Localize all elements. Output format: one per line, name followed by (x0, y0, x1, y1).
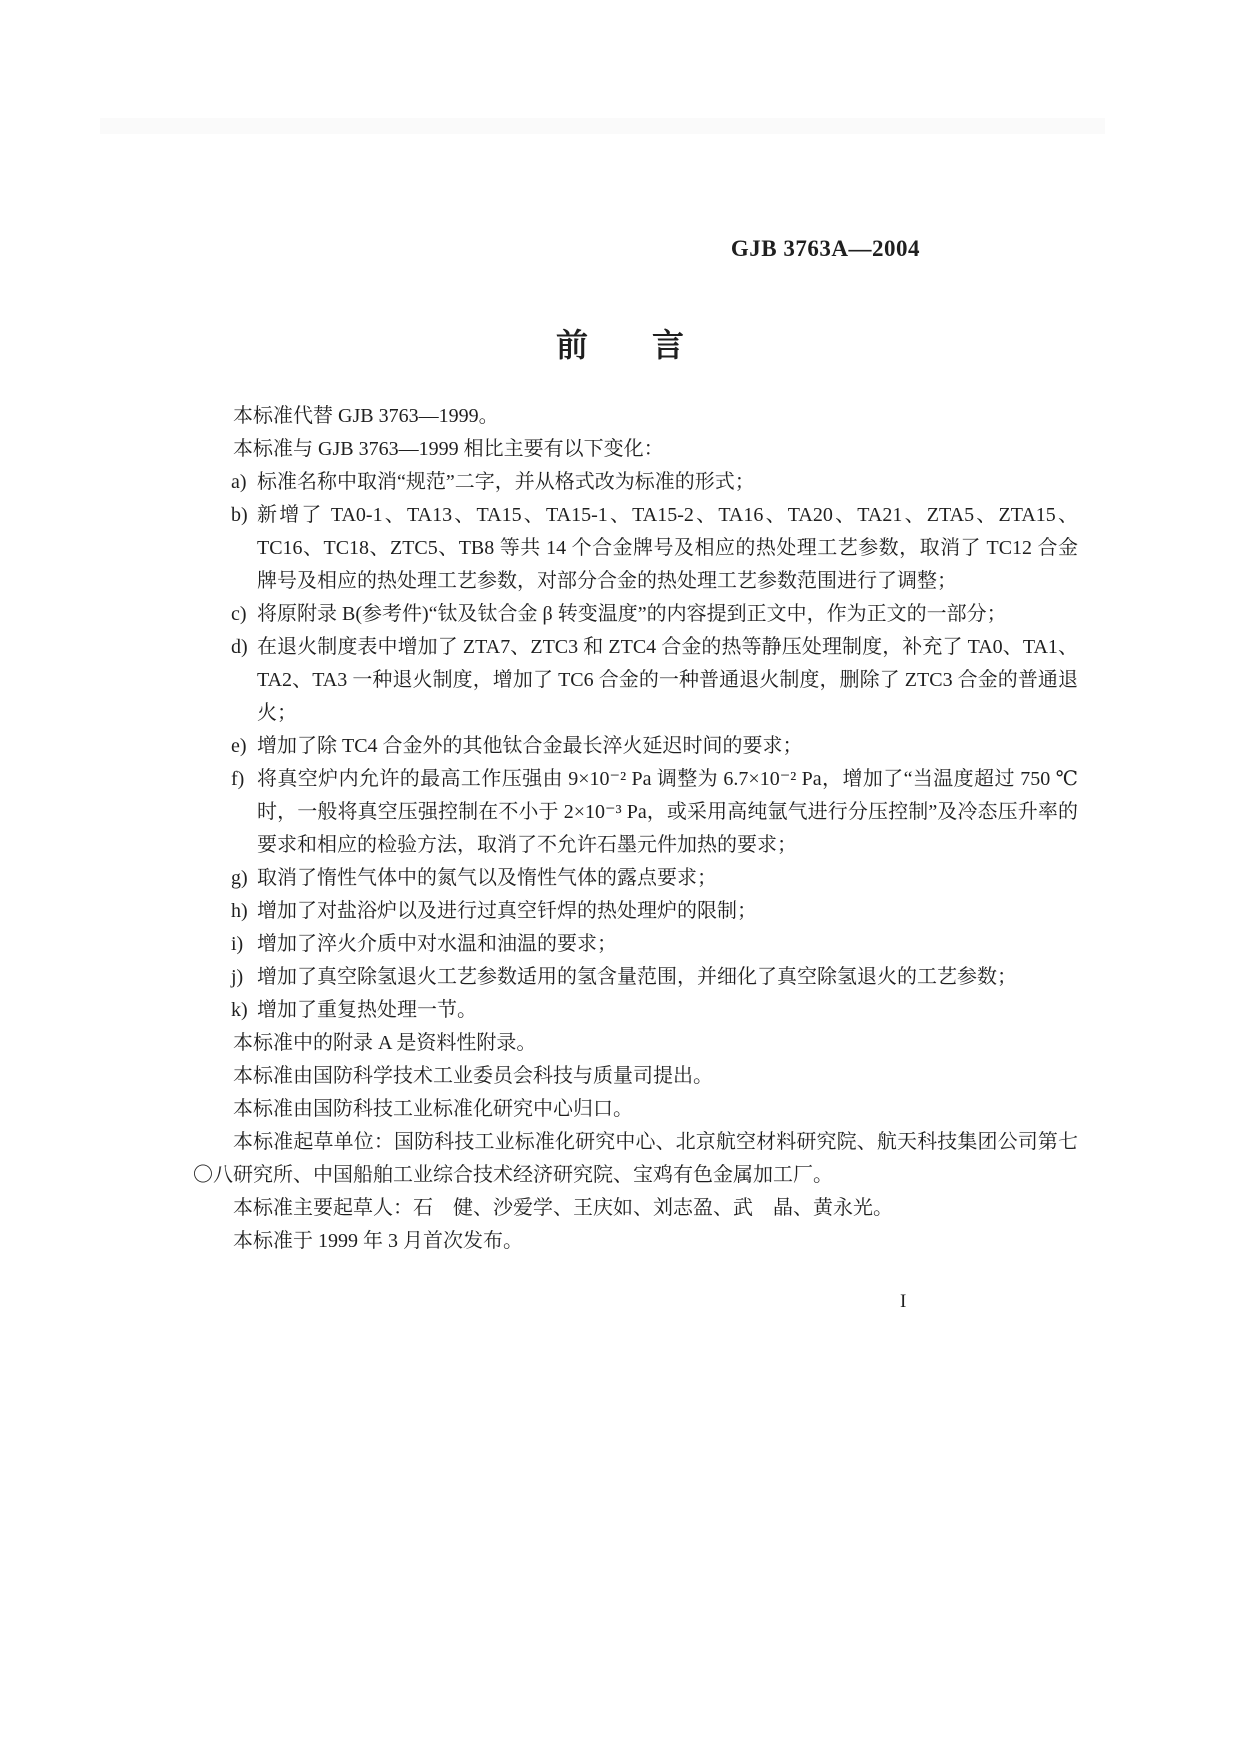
list-item (193, 631, 1078, 730)
intro-paragraph: 本标准代替 GJB 3763—1999。 (233, 405, 499, 427)
list-item-text: 将原附录 B(参考件)“钛及钛合金 β 转变温度”的内容提到正文中，作为正文的一部分； (257, 603, 1007, 625)
list-item (193, 763, 1078, 862)
list-item-label: e) (231, 735, 247, 757)
list-item-text: 新增了 TA0-1、TA13、TA15、TA15-1、TA15-2、TA16、TA20、TA21、ZTA5、ZTA15、TC16、TC18、ZTC5、TB8 等共 14 个合金牌号及相应的热处理工艺参数，取消了 TC12 合金牌号及相应的热处理工艺参数，对部分合金的热处理工艺参数范围进行了调整； (257, 504, 1078, 592)
list-item-label: h) (231, 900, 248, 922)
page-title: 前 言 (555, 327, 684, 363)
list-item (193, 895, 1078, 928)
intro-paragraph: 本标准与 GJB 3763—1999 相比主要有以下变化： (233, 438, 664, 460)
list-item (193, 598, 1078, 631)
list-item-label: c) (231, 603, 247, 625)
list-item-label: i) (231, 933, 244, 955)
list-item (193, 466, 1078, 499)
foreword-body (193, 400, 1078, 1258)
list-item-text: 增加了重复热处理一节。 (257, 999, 477, 1021)
list-item-label: k) (231, 999, 248, 1021)
scan-artifact-band (100, 118, 1105, 134)
list-item-label: a) (231, 471, 247, 493)
list-item (193, 961, 1078, 994)
list-item-text: 将真空炉内允许的最高工作压强由 9×10⁻² Pa 调整为 6.7×10⁻² Pa，增加了“当温度超过 750 ℃时，一般将真空压强控制在不小于 2×10⁻³ Pa，或采用高纯氩气进行分压控制”及冷态压升率的要求和相应的检验方法，取消了不允许石墨元件加热的要求； (257, 768, 1078, 856)
list-item-text: 增加了淬火介质中对水温和油温的要求； (257, 933, 617, 955)
closing-paragraph: 本标准起草单位：国防科技工业标准化研究中心、北京航空材料研究院、航天科技集团公司第七〇八研究所、中国船舶工业综合技术经济研究院、宝鸡有色金属加工厂。 (193, 1131, 1078, 1186)
list-item-text: 在退火制度表中增加了 ZTA7、ZTC3 和 ZTC4 合金的热等静压处理制度，补充了 TA0、TA1、TA2、TA3 一种退火制度，增加了 TC6 合金的一种普通退火制度，删除了 ZTC3 合金的普通退火； (257, 636, 1078, 724)
list-item (193, 730, 1078, 763)
list-item (193, 994, 1078, 1027)
closing-paragraph: 本标准主要起草人：石 健、沙爱学、王庆如、刘志盈、武 晶、黄永光。 (233, 1197, 893, 1219)
page-number: I (900, 1291, 907, 1312)
list-item-label: g) (231, 867, 248, 889)
list-item-text: 取消了惰性气体中的氮气以及惰性气体的露点要求； (257, 867, 717, 889)
list-item (193, 928, 1078, 961)
list-item-text: 增加了除 TC4 合金外的其他钛合金最长淬火延迟时间的要求； (257, 735, 803, 757)
closing-paragraph: 本标准由国防科学技术工业委员会科技与质量司提出。 (233, 1065, 713, 1087)
list-item-label: j) (231, 966, 244, 988)
list-item-text: 增加了真空除氢退火工艺参数适用的氢含量范围，并细化了真空除氢退火的工艺参数； (257, 966, 1017, 988)
list-item-label: b) (231, 504, 248, 526)
list-item-text: 增加了对盐浴炉以及进行过真空钎焊的热处理炉的限制； (257, 900, 757, 922)
closing-paragraph: 本标准中的附录 A 是资料性附录。 (233, 1032, 537, 1054)
list-item (193, 499, 1078, 598)
list-item (193, 862, 1078, 895)
list-item-text: 标准名称中取消“规范”二字，并从格式改为标准的形式； (257, 471, 755, 493)
closing-paragraph: 本标准于 1999 年 3 月首次发布。 (233, 1230, 523, 1252)
standard-number: GJB 3763A—2004 (730, 236, 920, 261)
list-item-label: f) (231, 768, 245, 790)
closing-paragraph: 本标准由国防科技工业标准化研究中心归口。 (233, 1098, 633, 1120)
list-item-label: d) (231, 636, 248, 658)
